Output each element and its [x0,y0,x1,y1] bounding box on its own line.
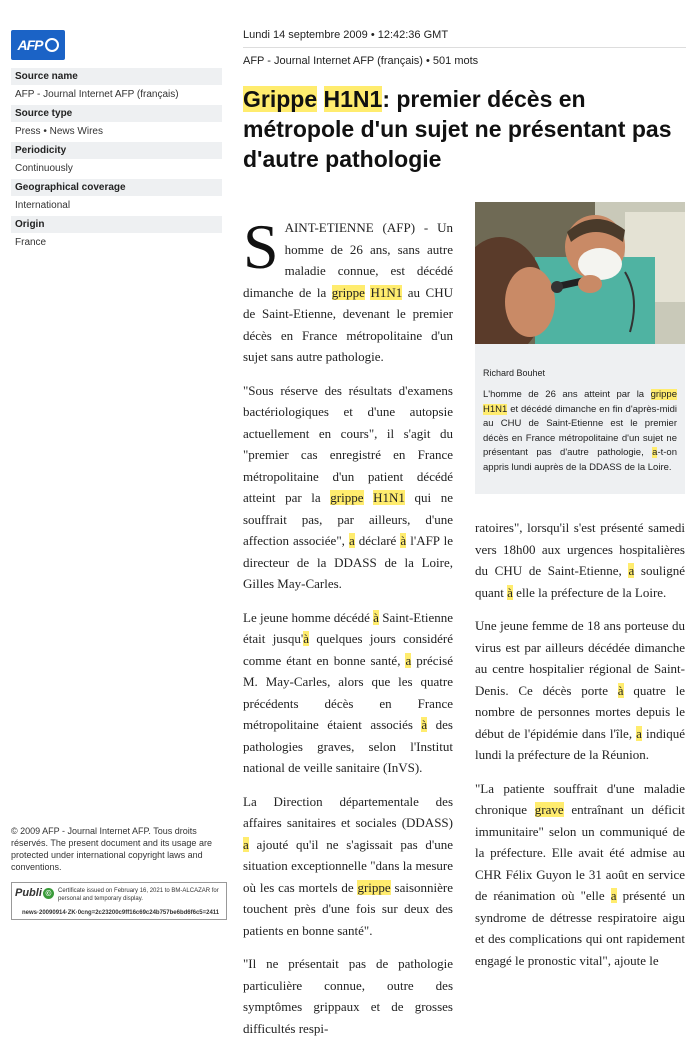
source-line: AFP - Journal Internet AFP (français) • 501 mots [243,55,479,67]
meta-label: Periodicity [11,142,222,159]
meta-value: International [15,200,71,211]
article-photo [475,202,685,344]
article-title: Grippe H1N1: premier décès en métropole d'un sujet ne présentant pas d'autre pathologie [243,86,672,172]
photo-credit: Richard Bouhet [483,368,546,378]
meta-value: Press • News Wires [15,126,103,137]
certificate-box [11,882,227,920]
drop-cap: S [243,211,279,282]
document-reference: news·20090914·ZK·0cng=2c23200c9ff16c69c24b757be6bd6f6c5=2411 [22,910,220,916]
meta-value: AFP - Journal Internet AFP (français) [15,89,179,100]
meta-label: Source type [11,105,222,122]
divider [243,47,686,48]
paragraph: "La patiente souffrait d'une maladie chronique grave entraînant un déficit immunitaire" selon un communiqué de la préfecture. Elle avait été admise au CHR Félix Guyon le 31 août en service de réanimation où "elle a présenté un syndrome de détresse respiratoire aigu et des complications qui ont rapidement engagé le pronostic vital", ajoute le [475,780,686,968]
meta-value: Continuously [15,163,73,174]
copyright-notice: © 2009 AFP - Journal Internet AFP. Tous droits réservés. The present document and its usage are protected under international copyright laws and conventions. [11,826,212,872]
globe-icon [45,38,59,52]
publication-date: Lundi 14 septembre 2009 • 12:42:36 GMT [243,29,449,41]
certificate-text: Certificate issued on February 16, 2021 to BM-ALCAZAR for personal and temporary display. [58,888,219,902]
paragraph: ratoires", lorsqu'il s'est présenté samedi vers 18h00 aux urgences hospitalières du CHU de Saint-Etienne, a souligné quant à elle la préfecture de la Loire. [475,520,685,600]
meta-label: Source name [11,68,222,85]
publi-logo: Publi © [15,887,54,899]
paragraph: Une jeune femme de 18 ans porteuse du virus est par ailleurs décédée dimanche au centre hospitalier régional de Saint-Denis. Ce décès porte à quatre le nombre de personnes mortes depuis le début de l'épidémie dans l'île, a indiqué lundi la préfecture de la Réunion. [475,618,686,762]
meta-label: Origin [11,216,222,233]
afp-logo: AFP [11,30,65,60]
paragraph: SAINT-ETIENNE (AFP) - Un homme de 26 ans, sans autre maladie connue, est décédé dimanche de la grippe H1N1 au CHU de Saint-Etienne, devenant le premier décès en France métropolitaine d'un sujet sans autre pathologie. [243,211,453,364]
paragraph: Le jeune homme décédé à Saint-Etienne était jusqu'à quelques jours considéré comme étant en bonne santé, a précisé M. May-Carles, alors que les quatre précédents décès en France métropolitaine étaient associés à des pathologies graves, selon l'Institut national de veille sanitaire (InVS). [243,609,454,775]
meta-value: France [15,237,47,248]
photo-caption [475,344,685,494]
paragraph: "Sous réserve des résultats d'examens bactériologiques et d'une autopsie actuellement en cours", il s'agit du "premier cas enregistré en France métropolitaine d'un patient décédé atteint par la grippe H1N1 qui ne souffrait pas, par ailleurs, d'une affection associée", a déclaré à l'AFP le directeur de la DDASS de la Loire, Gilles May-Carles. [243,382,454,591]
article-column-1 [243,211,454,1051]
paragraph: La Direction départementale des affaires sanitaires et sociales (DDASS) a ajouté qu'il ne s'agissait pas d'une situation exceptionnelle "dans la mesure où les cas mortels de grippe saisonnière touchent près d'une fois sur deux des patients en bonne santé". [243,793,453,938]
sidebar [11,30,222,253]
article-column-2 [475,517,685,983]
caption-text: L'homme de 26 ans atteint par la grippe H1N1 et décédé dimanche en fin d'après-midi au CHU de Saint-Etienne est le premier décès en France métropolitaine d'un sujet ne présentant pas d'autre pathologie, a-t-on appris lundi auprès de la DDASS de la Loire. [483,389,677,473]
source-metadata [11,68,222,253]
meta-label: Geographical coverage [11,179,222,196]
paragraph: "Il ne présentait pas de pathologie particulière connue, outre des symptômes grippaux et de grosses difficultés respi- [243,956,453,1036]
